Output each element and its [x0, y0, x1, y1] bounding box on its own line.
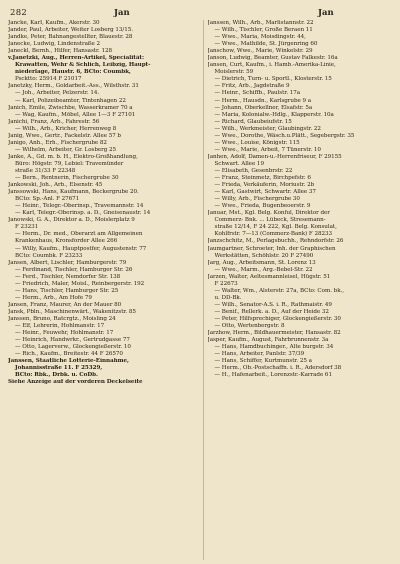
directory-entry-line: BCto: Sp.-Anl. F 27671: [15, 196, 80, 203]
left-running-head: Jan: [114, 8, 130, 18]
directory-entry-line: Moislerstr. 59: [214, 69, 254, 76]
directory-entry-line: Pscktto: 25914 F 21017: [15, 76, 82, 83]
directory-entry-line: — Bern., Rentnerin, Fischergrube 30: [15, 175, 119, 182]
directory-entry-line: BCto: Coumbk. F 23233: [15, 252, 83, 259]
directory-entry-line: — Herm., Arb., Am Hofe 79: [15, 294, 92, 301]
directory-entry-line: Janig, Wwe., Gertr., Fackelstr. Allee 57 b: [8, 132, 121, 139]
directory-entry-line: — Wilh., Senator-A.S. i. R., Rathmaistr. 49: [214, 301, 332, 308]
directory-entry-line: Kohlfrstr. 7—13 (Commerz-Bank) F 28233: [214, 231, 333, 238]
directory-entry-line: Janeckl, Bernh., Hilfer, Hansastr. 128: [8, 48, 112, 55]
page-number: 282: [10, 8, 28, 18]
directory-entry-line: — Wilh., Werkmeister, Glaubingstr. 22: [214, 125, 321, 132]
directory-entry-line: — Heinr., Schiffb., Paulstr. 17a: [214, 90, 301, 97]
directory-entry-line: — Wwe., Louise, Königstr. 115: [214, 139, 300, 146]
directory-entry-line: Janhen, Adolf, Damen-u.-Herrenfriseur, F 29155: [207, 153, 342, 160]
directory-entry-line: Janigo, Anh., Erh., Fischergrube 82: [8, 139, 107, 146]
directory-entry-line: Janson, Ludwig, Beamter, Gustav Falkestr. 16a: [207, 55, 338, 62]
right-column: [203, 20, 395, 560]
directory-entry-line: — Herm., Dr. med., Oberarzt am Allgemeinen: [15, 231, 143, 238]
directory-entry-line: Werkstätten, Schöhlstr. 20 F 27490: [214, 252, 314, 259]
directory-entry-line: Jansen, Curt, Kaufm., i. Hamb.-Amerika-Linie,: [207, 62, 336, 69]
directory-entry-line: Jankowski, Joh., Arb., Elsenstr. 45: [8, 182, 103, 189]
directory-entry-line: — Ferdinand, Tischler, Hamburger Str. 26: [15, 266, 133, 273]
directory-entry-line: Jansen, Franz, Maurer, An der Mauer 80: [8, 301, 122, 308]
directory-entry-line: Janetzky, Herm., Goldarbeit.-Ass., Wilsthstr. 31: [8, 83, 139, 90]
columns: [8, 20, 394, 560]
directory-entry-line: Janssen, Wilh., Arb., Marlistannstr. 22: [207, 20, 314, 26]
directory-entry-line: Janowski, G. A., Direktor a. D., Moislerplatz 9: [8, 217, 135, 224]
directory-entry-line: — Heinr., Feuwehr, Hohlmanstr. 17: [15, 330, 114, 337]
directory-entry-line: — H., Hafenarbeit., Lorenzstr.-Karrade 61: [214, 372, 332, 379]
directory-entry-line: Johannisstraße 11. F 25329,: [15, 365, 103, 372]
directory-entry-line: — Benif., Rellerk. a. D., Auf der Heide 32: [214, 308, 329, 315]
directory-entry-line: niederlage, Haustr. 6, BCto: Coumbk,: [15, 69, 131, 76]
left-column: [8, 20, 195, 560]
directory-entry-line: — Wilhelm, Arbeiter, Gr. Losberg 25: [15, 146, 117, 153]
directory-entry-line: Jarzen, Walter, Aeltesmannleisel, Hügstr. 51: [207, 273, 331, 280]
directory-entry-line: — Otto, Wertenbergstr. 8: [214, 323, 285, 330]
directory-entry-line: Jandke, Peter, Bahnangestellter, Blauestr. 28: [8, 34, 133, 41]
directory-entry-line: — Friedrich, Maler, Moisl., Reinbergerstr. 192: [15, 280, 145, 287]
directory-entry-line: — Heinr., Telegr.-Oberinsp., Travemannstr. 14: [15, 203, 144, 210]
directory-entry-line: — Maria, Kolonialw.-Hdlg., Klapperstr. 10a: [214, 111, 334, 118]
directory-entry-line: — Karl, Polizeibeamter, Tintenhagen 22: [15, 97, 126, 104]
directory-entry-line: — Joh., Arbeiter, Pelzerstr. 14.: [15, 90, 100, 97]
directory-entry-line: — Frieda, Verkäuferin, Moriustr. 2b: [214, 182, 315, 189]
directory-entry-line: — Wilh., Tischler, Große Beraen 11: [214, 27, 313, 34]
directory-entry-line: — Herm., Ob.-Postschaffn. i. R., Adersdorf 38: [214, 365, 342, 372]
directory-entry-line: Janssen, Staatliche Lotterie-Einnahme,: [8, 358, 129, 365]
directory-entry-line: Krankenhaus, Kronsforder Allee 266: [15, 238, 118, 245]
directory-entry-line: — Johann, Oberkellner, Elsafstr. 5a: [214, 104, 313, 111]
directory-entry-line: Jancke, Karl, Kaufm., Akerstr. 30: [8, 20, 100, 26]
directory-entry-line: — Wwe., Marie, Arbeit, 7 Tünerstr. 10: [214, 146, 321, 153]
directory-entry-line: — Franz, Steinmetz, Birchpefstr. 6: [214, 175, 311, 182]
directory-entry-line: straße 12/14, F 24 222, Kgl. Belg. Konsulat,: [214, 224, 337, 231]
directory-entry-line: — Wag, Kaufm., Möbel, Allee 1—3 F 27101: [15, 111, 136, 118]
directory-entry-line: — Fritz, Arb., Jagdstraße 9: [214, 83, 290, 90]
directory-entry-line: Janschow, Wwe., Marie, Winkelstr. 29: [207, 48, 313, 55]
directory-entry-line: v.Janetzki, Aug., Herren-Artikel, Specialität:: [8, 55, 144, 62]
directory-entry-line: Commerz- Bnk. ... Lübeck, Stresemann-: [214, 217, 326, 224]
directory-entry-line: Janssen, Bruno, Ratcrgtz., Moisling 24: [8, 315, 116, 322]
directory-entry-line: Janke, A., Gd. m. b. H., Elektro-Großhandlung,: [8, 153, 138, 160]
directory-entry-line: Büro: Högstr. 79, Lebiel: Travemünder: [15, 160, 124, 167]
directory-entry-line: Januar, Mst., Kgl. Belg. Konful, Direktor der: [207, 210, 330, 217]
directory-entry-line: Janssowski, Hans, Kaufmann, Beckergrube 20.: [8, 189, 139, 196]
directory-entry-line: — Wilh., Arb., Kricher, Herrenweg 8: [15, 125, 117, 132]
directory-entry-line: — Peter, Hilfsprechiger, Glockengießerstr. 30: [214, 315, 341, 322]
directory-entry-line: — Hans, Schiffer, Kurtmunstr. 25 a: [214, 358, 312, 365]
directory-entry-line: — Walter, Wm., Alsterstr. 27a, BCto: Com. bk.,: [214, 287, 345, 294]
directory-entry-line: Schwart. Allee 19: [214, 160, 264, 167]
directory-entry-line: Jaumgartner, Schroeter, Inh. der Graphischen: [207, 245, 336, 252]
directory-entry-line: Krawatten, Wehr & Schlich, Leibzig, Haupt-: [15, 62, 151, 69]
directory-entry-line: Janzschchitz, M., Perlagsbuchh., Rehndorfstr. 26: [207, 238, 344, 245]
directory-entry-line: — Hans, Arbeiter, Panlstr. 37/39: [214, 351, 305, 358]
directory-entry-line: F 23231: [15, 224, 39, 231]
directory-entry-line: — Dietrich, Turn- u. Sportl., Klosterstr. 15: [214, 76, 332, 83]
directory-entry-line: — Heinrich, Handwrkr., Gertrudgasse 77: [15, 337, 130, 344]
directory-entry-line: F 22673: [214, 280, 238, 287]
directory-entry-line: Janich, Emile, Zwischbe, Wasserkramer 70 a: [8, 104, 133, 111]
directory-entry-line: — Karl, Telegr.-Oberinsp. a. D., Gneisenaustr. 14: [15, 210, 151, 217]
directory-entry-line: — Richard, Glaubeiufstr. 15: [214, 118, 292, 125]
directory-entry-line: Janecke, Ludwig, Lindenstraße 2: [8, 41, 101, 48]
directory-entry-line: Jarg, Aug., Arbeitsmann, St. Lorenz 13: [207, 259, 316, 266]
right-running-head: Jan: [318, 8, 334, 18]
directory-entry-line: — Herm., Hausdn., Karlsgrube 9 a: [214, 97, 312, 104]
directory-entry-line: — Wwe., Frieda, Bugenbeoerstr. 9: [214, 203, 311, 210]
directory-entry-line: Janichi, Franz, Arb., Fahrestr. 56: [8, 118, 100, 125]
directory-entry-line: — Wwe., Dorothe, Wäsch.u.Plätt., Segebergstr. 35: [214, 132, 355, 139]
directory-entry-line: — Hans, Hamdbuchinger., Alte burgstr. 34: [214, 344, 334, 351]
directory-entry-line: BCto: Rbk., Drbk. u. CoDb.: [15, 372, 98, 379]
directory-entry-line: Jasper, Kaufm., August, Fahrbrunnenstr. 3a: [207, 337, 329, 344]
directory-entry-line: — Elf, Lehrerin, Hohlmanstr. 17: [15, 323, 105, 330]
directory-entry-line: Jarzhow, Herm., Bildhauermeister, Hansastr. 82: [207, 330, 341, 337]
directory-entry-line: — Wwe., Maria, Moisdingstr. 44,: [214, 34, 306, 41]
directory-entry-line: Jander, Paul, Arbeiter, Weiter Losberg 13/15.: [8, 27, 133, 34]
directory-entry-line: Jansk, Pbln., Maschinenwärt., Wakenitzstr. 85: [8, 308, 136, 315]
directory-entry-line: — Elisabeth, Gesenbrstr. 22: [214, 167, 293, 174]
directory-entry-line: — Wwe., Mathilde, St. Jürgenring 60: [214, 41, 318, 48]
directory-entry-line: — Ferd., Tischler, Nemdorfer Str. 138: [15, 273, 121, 280]
directory-entry-line: — Karl, Gastwirt, Schwartr. Allee 37: [214, 189, 316, 196]
directory-entry-line: — Willy, Arb., Fischergrube 30: [214, 196, 300, 203]
directory-entry-line: — Rich., Kaufm., Breitestr. 44 F 26570: [15, 351, 123, 358]
directory-entry-line: Siehe Anzeige auf der vorderen Deckelseite: [8, 379, 143, 386]
directory-entry-line: — Willy, Kaufm., Hauptpostfer, Augustenstr. 77: [15, 245, 147, 252]
directory-entry-line: — Wwe., Marm., Arg.-Bebel-Str. 22: [214, 266, 313, 273]
directory-entry-line: — Hans, Tischler, Hamburger Str. 25: [15, 287, 119, 294]
directory-entry-line: Jansen, Albert, Lischler, Hamburgerstr. 79: [8, 259, 127, 266]
directory-entry-line: — Otto, Lagerverw., Glockengießerstr. 10: [15, 344, 131, 351]
directory-entry-line: straße 31/33 F 22348: [15, 167, 76, 174]
directory-entry-line: u. DD-Bk.: [214, 294, 242, 301]
page-header: [6, 6, 394, 20]
